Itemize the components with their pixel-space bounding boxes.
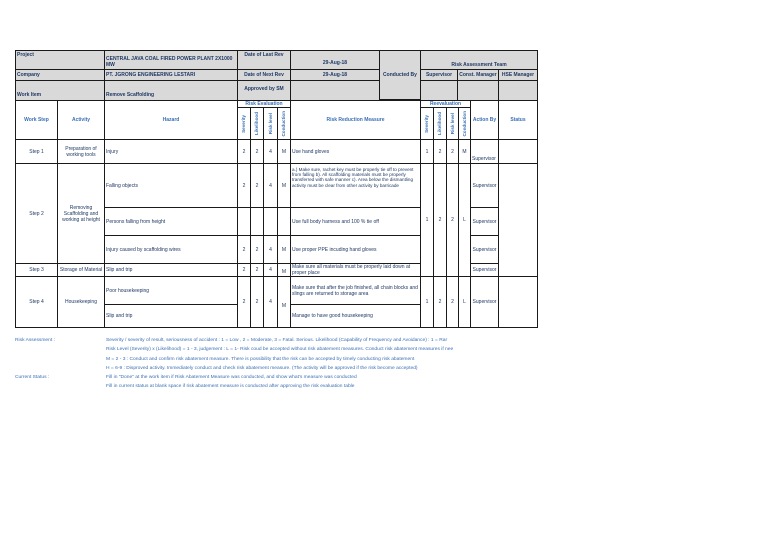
risk-level-2b [263, 207, 278, 236]
hse-manager-label: HSE Manager [498, 69, 538, 81]
severity-4: 2 [237, 276, 251, 328]
likelihood-2b [250, 207, 264, 236]
measure-2c: Use proper PPE incuding hand gloves [290, 235, 421, 264]
current-status-label: Current Status : [15, 375, 50, 380]
company-value: PT. JGRONG ENGINEERING LESTARI [104, 69, 238, 81]
re-severity-2: 1 [420, 163, 434, 277]
measure-2b: Use full body harness and 100 % tie off [290, 207, 421, 236]
conduction-4: M [277, 276, 291, 328]
col-severity: Severity [237, 107, 251, 140]
conduction-1: M [277, 139, 291, 164]
project-label: Project [15, 50, 105, 70]
col-re-conduction: Conduction [458, 107, 471, 140]
re-conduction-1: M [458, 139, 471, 164]
col-work-step: Work Step [15, 100, 58, 140]
action-by-3: Supervisor [470, 263, 499, 277]
col-risk-reduction: Risk Reduction Measure [290, 100, 421, 140]
col-likelihood: Likelihood [250, 107, 264, 140]
measure-1: Use hand gloves [290, 139, 421, 164]
likelihood-1: 2 [250, 139, 264, 164]
re-severity-1: 1 [420, 139, 434, 164]
action-by-1: Supervisor [470, 139, 499, 164]
approved-by-value [290, 80, 380, 101]
conduction-2b [277, 207, 291, 236]
col-risk-level: Risk level [263, 107, 278, 140]
re-risk-level-4: 2 [446, 276, 459, 328]
hazard-2c: Injury caused by scaffolding wires [104, 235, 238, 264]
col-reevaluation: Reevaluation [420, 100, 471, 108]
severity-2a: 2 [237, 163, 251, 208]
hse-manager-sign [498, 80, 538, 101]
note-line-6: Fill in current status at blank space if risk abatement measure is conducted after approving the risk evaluation table [106, 384, 355, 389]
likelihood-2c: 2 [250, 235, 264, 264]
work-item-label: Work Item [15, 80, 105, 101]
risk-assessment-label: Risk Assessment : [15, 338, 55, 343]
col-re-severity: Severity [420, 107, 434, 140]
step-3: Step 3 [15, 263, 58, 277]
col-activity: Activity [57, 100, 105, 140]
severity-3: 2 [237, 263, 251, 277]
approved-by-label: Approved by SM [237, 80, 291, 101]
hazard-4b: Slip and trip [104, 304, 238, 328]
action-by-2b: Supervisor [470, 207, 499, 236]
activity-2: Removing Scaffolding and working at height [57, 163, 105, 264]
status-2 [498, 163, 538, 277]
supervisor-sign [420, 80, 458, 101]
hazard-3: Slip and trip [104, 263, 238, 277]
re-risk-level-2: 2 [446, 163, 459, 277]
activity-4: Housekeeping [57, 276, 105, 328]
hazard-1: Injury [104, 139, 238, 164]
step-2: Step 2 [15, 163, 58, 264]
activity-3: Storage of Material [57, 263, 105, 277]
action-by-2c: Supervisor [470, 235, 499, 264]
risk-level-2a: 4 [263, 163, 278, 208]
date-next-rev-label: Date of Next Rev [237, 69, 291, 81]
col-hazard: Hazard [104, 100, 238, 140]
re-risk-level-1: 2 [446, 139, 459, 164]
risk-team-label: Risk Assessment Team [420, 50, 538, 70]
step-1: Step 1 [15, 139, 58, 164]
company-label: Company [15, 69, 105, 81]
severity-2b [237, 207, 251, 236]
measure-4b: Manage to have good housekeeping [290, 304, 421, 328]
action-by-2a: Supervisor [470, 163, 499, 208]
measure-2a: a.) Make sure, rachet key must be properly tie off to prevent from falling b). All scaffolding materials must be properly transferred with safe manner c). Area below the dismantling activity must be clear from other activity by barricade [290, 163, 421, 208]
note-line-5: Fill in "Done" at the work item if Risk Abatement Measure was conducted, and show what's measure was conducted [106, 375, 357, 380]
risk-level-2c: 4 [263, 235, 278, 264]
date-next-rev-value: 29-Aug-18 [290, 69, 380, 81]
note-line-3: M = 2 - 3 : Conduct and confirm risk abatement measure. There is possibility that the risk can be accepted by timely conducting risk abatement [106, 357, 415, 362]
date-last-rev-value: 29-Aug-18 [290, 50, 380, 70]
re-likelihood-1: 2 [433, 139, 447, 164]
re-likelihood-2: 2 [433, 163, 447, 277]
re-likelihood-4: 2 [433, 276, 447, 328]
hazard-4a: Poor housekeeping [104, 276, 238, 305]
col-re-risk-level: Risk level [446, 107, 459, 140]
risk-level-3: 4 [263, 263, 278, 277]
likelihood-4: 2 [250, 276, 264, 328]
step-4: Step 4 [15, 276, 58, 328]
measure-4a: Make sure that after the job finished, all chain blocks and slings are returned to storage area [290, 276, 421, 305]
measure-3: Make sure all materials must be properly laid down at proper place [290, 263, 421, 277]
status-1 [498, 139, 538, 164]
severity-2c: 2 [237, 235, 251, 264]
note-line-1: Severity / severity of result, seriousness of accident : 1 = Low , 2 = Moderate, 3 = Fatal. Serious. Likelihood (Capability of Frequency and Avoidance) : 1 = Rar [106, 338, 448, 343]
note-line-4: H = 6-9 : Disproved activity. Immediately conduct and check risk abatement measure. (The activity will be approved if the risk become accepted) [106, 366, 418, 371]
status-4 [498, 276, 538, 328]
conduction-2c: M [277, 235, 291, 264]
col-conduction: Conduction [277, 107, 291, 140]
note-line-2: Risk Level (Severity) x (Likelihood) = 1 - 3, judgement : L = 1- Risk coud be accepted without risk abatement measures. Conduct risk abatement measures if nee [106, 347, 454, 352]
severity-1: 2 [237, 139, 251, 164]
supervisor-label: Supervisor [420, 69, 458, 81]
conduction-3: M [277, 263, 291, 277]
col-re-likelihood: Likelihood [433, 107, 447, 140]
conduction-2a: M [277, 163, 291, 208]
col-action-by: Action By [470, 100, 499, 140]
re-conduction-4: L [458, 276, 471, 328]
col-risk-evaluation: Risk Evaluation [237, 100, 291, 108]
work-item-value: Remove Scaffolding [104, 80, 238, 101]
action-by-4: Supervisor [470, 276, 499, 328]
likelihood-2a: 2 [250, 163, 264, 208]
project-value: CENTRAL JAVA COAL FIRED POWER PLANT 2X1000 MW [104, 50, 238, 70]
risk-level-1: 4 [263, 139, 278, 164]
col-status: Status [498, 100, 538, 140]
date-last-rev-label: Date of Last Rev [237, 50, 291, 70]
risk-level-4: 4 [263, 276, 278, 328]
likelihood-3: 2 [250, 263, 264, 277]
activity-1: Preparation of working tools [57, 139, 105, 164]
re-conduction-2: L [458, 163, 471, 277]
conducted-by-label: Conducted By [379, 50, 421, 100]
const-manager-sign [457, 80, 499, 101]
re-severity-4: 1 [420, 276, 434, 328]
hazard-2a: Falling objects [104, 163, 238, 208]
const-manager-label: Const. Manager [457, 69, 499, 81]
hazard-2b: Persons falling from height [104, 207, 238, 236]
